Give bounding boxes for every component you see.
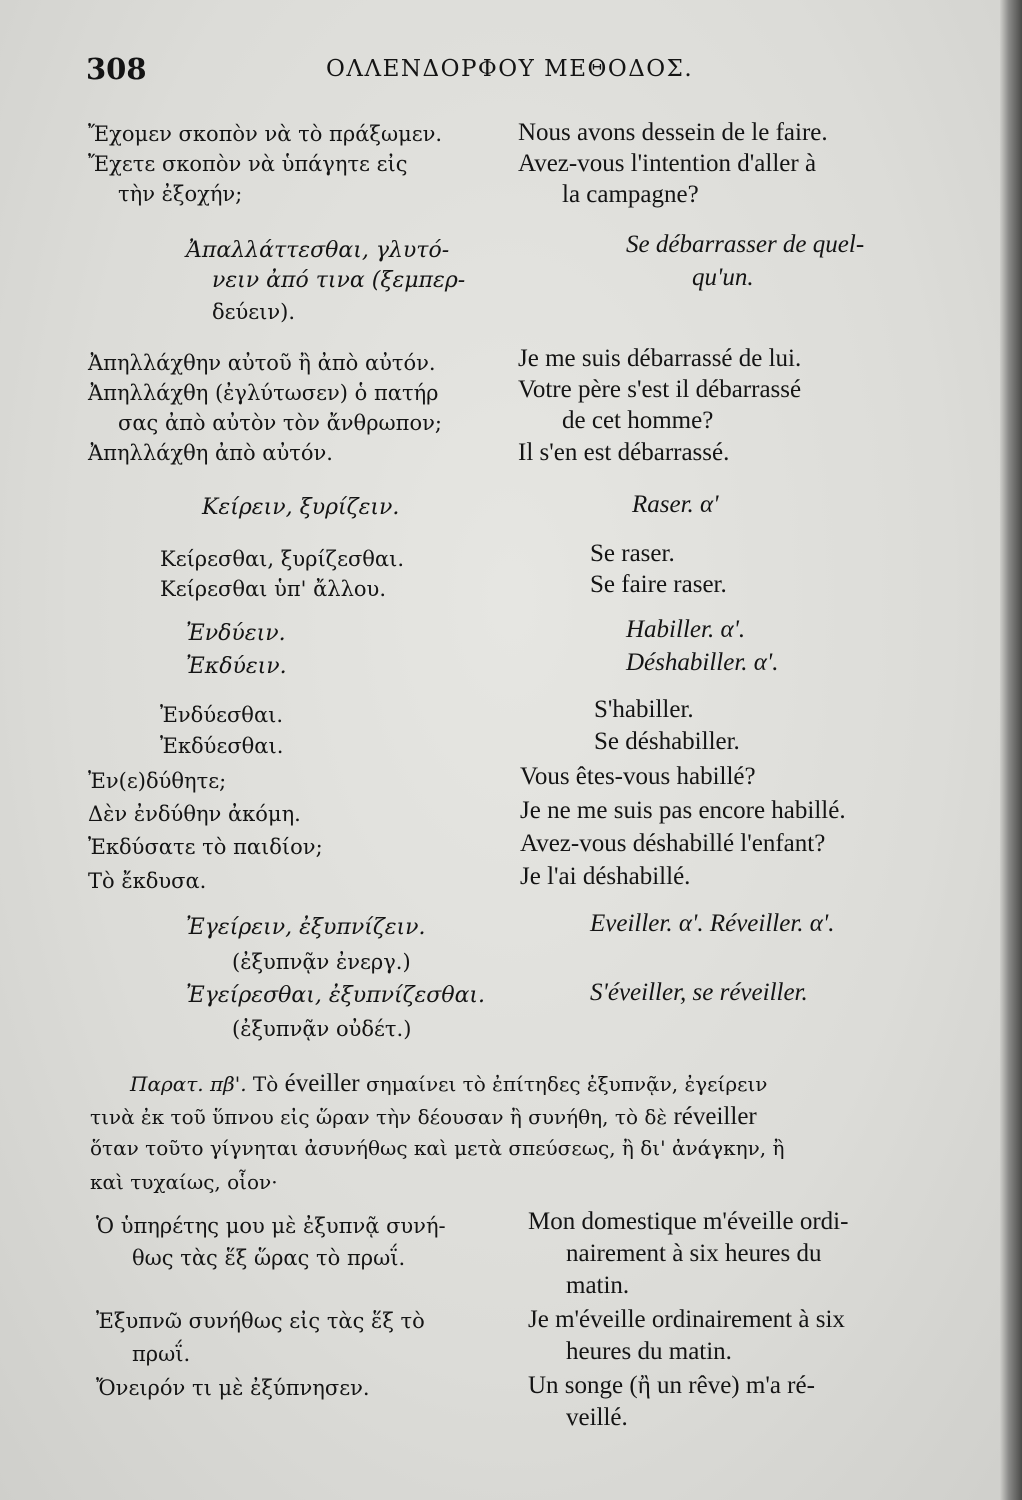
note-french-term: réveiller (673, 1103, 757, 1130)
greek-line: Ἔχομεν σκοπὸν νὰ τὸ πράξωμεν. (88, 122, 443, 146)
french-line: Je m'éveille ordinairement à six (528, 1306, 845, 1333)
note-text: σημαίνει τὸ ἐπίτηδες ἐξυπνᾷν, ἐγείρειν (365, 1072, 768, 1096)
french-line: Vous êtes-vous habillé? (520, 763, 756, 790)
greek-line: Δὲν ἐνδύθην ἀκόμη. (88, 802, 301, 826)
french-line: S'habiller. (594, 696, 694, 723)
greek-line: Ἔχετε σκοπὸν νὰ ὑπάγητε εἰς (88, 152, 408, 176)
french-heading: S'éveiller, se réveiller. (590, 979, 808, 1006)
page-number: 308 (86, 52, 147, 86)
greek-line: Ἐκδύσατε τὸ παιδίον; (88, 835, 323, 859)
page-binding-shadow (1000, 0, 1022, 1500)
french-line: Il s'en est débarrassé. (518, 439, 730, 466)
french-line: veillé. (566, 1404, 628, 1431)
french-line: Mon domestique m'éveille ordi- (528, 1208, 849, 1235)
greek-line: Ἐν(ε)δύθητε; (88, 769, 227, 793)
greek-line: Τὸ ἔκδυσα. (88, 869, 207, 893)
greek-line: θως τὰς ἕξ ὥρας τὸ πρωΐ. (132, 1246, 406, 1270)
greek-line: Ἐνδύεσθαι. (160, 703, 284, 727)
french-line: matin. (566, 1272, 630, 1299)
note-line: ὅταν τοῦτο γίγνηται ἀσυνήθως καὶ μετὰ σπεύσεως, ἢ δι' ἀνάγκην, ἢ (90, 1136, 785, 1160)
greek-heading: Ἀπαλλάττεσθαι, γλυτό- (186, 238, 450, 263)
french-heading: Raser. α' (632, 491, 719, 518)
greek-line: Ὄνειρόν τι μὲ ἐξύπνησεν. (96, 1376, 370, 1400)
french-heading: qu'un. (692, 264, 754, 291)
french-line: Je l'ai déshabillé. (520, 863, 691, 890)
french-heading: Déshabiller. α'. (626, 649, 779, 676)
note-line (90, 1104, 757, 1129)
french-line: Je me suis débarrassé de lui. (518, 345, 802, 372)
greek-heading: Ἐκδύειν. (186, 654, 287, 679)
greek-line: Ἀπηλλάχθη ἀπὸ αὐτόν. (88, 441, 333, 465)
greek-heading: Κείρειν, ξυρίζειν. (202, 495, 400, 520)
french-line: de cet homme? (562, 407, 714, 434)
greek-heading: Ἐγείρειν, ἐξυπνίζειν. (186, 915, 426, 940)
french-heading: Se débarrasser de quel- (626, 231, 865, 258)
greek-line: (ἐξυπνᾷν οὐδέτ.) (232, 1017, 412, 1041)
french-line: Avez-vous l'intention d'aller à (518, 150, 817, 177)
greek-line: Ἀπηλλάχθην αὐτοῦ ἢ ἀπὸ αὐτόν. (88, 351, 436, 375)
greek-line: (ἐξυπνᾷν ἐνεργ.) (232, 950, 411, 974)
greek-line: Κείρεσθαι, ξυρίζεσθαι. (160, 547, 405, 571)
note-text: Τὸ (252, 1072, 279, 1096)
french-line: Un songe (ἢ un rêve) m'a ré- (528, 1372, 815, 1399)
greek-line: Ἀπηλλάχθη (ἐγλύτωσεν) ὁ πατήρ (88, 381, 439, 405)
french-line: heures du matin. (566, 1338, 732, 1365)
greek-line: Ἐκδύεσθαι. (160, 734, 284, 758)
greek-line: τὴν ἐξοχήν; (118, 182, 243, 206)
greek-line: Ὁ ὑπηρέτης μου μὲ ἐξυπνᾷ συνή- (96, 1214, 446, 1238)
french-heading: Eveiller. α'. Réveiller. α'. (590, 910, 835, 937)
french-heading: Habiller. α'. (626, 616, 746, 643)
greek-line: Κείρεσθαι ὑπ' ἄλλου. (160, 577, 386, 601)
french-line: Votre père s'est il débarrassé (518, 376, 802, 403)
greek-line: Ἐξυπνῶ συνήθως εἰς τὰς ἕξ τὸ (96, 1309, 425, 1333)
greek-heading: δεύειν). (212, 300, 296, 324)
greek-heading: Ἐνδύειν. (186, 621, 286, 646)
greek-line: σας ἀπὸ αὐτὸν τὸν ἄνθρωπον; (118, 411, 442, 435)
french-line: Avez-vous déshabillé l'enfant? (520, 830, 826, 857)
note-text: τινὰ ἐκ τοῦ ὕπνου εἰς ὥραν τὴν δέουσαν ἢ συνήθη, τὸ δὲ (90, 1105, 668, 1129)
french-line: Se faire raser. (590, 571, 727, 598)
running-title: ΟΛΛΕΝΔΟΡΦΟΥ ΜΕΘΟΔΟΣ. (326, 56, 694, 82)
french-line: nairement à six heures du (566, 1240, 822, 1267)
greek-heading: νειν ἀπό τινα (ξεμπερ- (212, 268, 466, 293)
french-line: Se déshabiller. (594, 728, 740, 755)
note-french-term: éveiller (284, 1070, 360, 1097)
french-line: Nous avons dessein de le faire. (518, 119, 828, 146)
note-line: καὶ τυχαίως, οἷον· (90, 1170, 278, 1194)
greek-line: πρωΐ. (132, 1342, 191, 1366)
french-line: la campagne? (562, 181, 699, 208)
note-label: Παρατ. πβ'. (130, 1072, 247, 1096)
french-line: Je ne me suis pas encore habillé. (520, 797, 846, 824)
note-line (130, 1071, 767, 1096)
greek-heading: Ἐγείρεσθαι, ἐξυπνίζεσθαι. (186, 983, 486, 1008)
french-line: Se raser. (590, 540, 675, 567)
